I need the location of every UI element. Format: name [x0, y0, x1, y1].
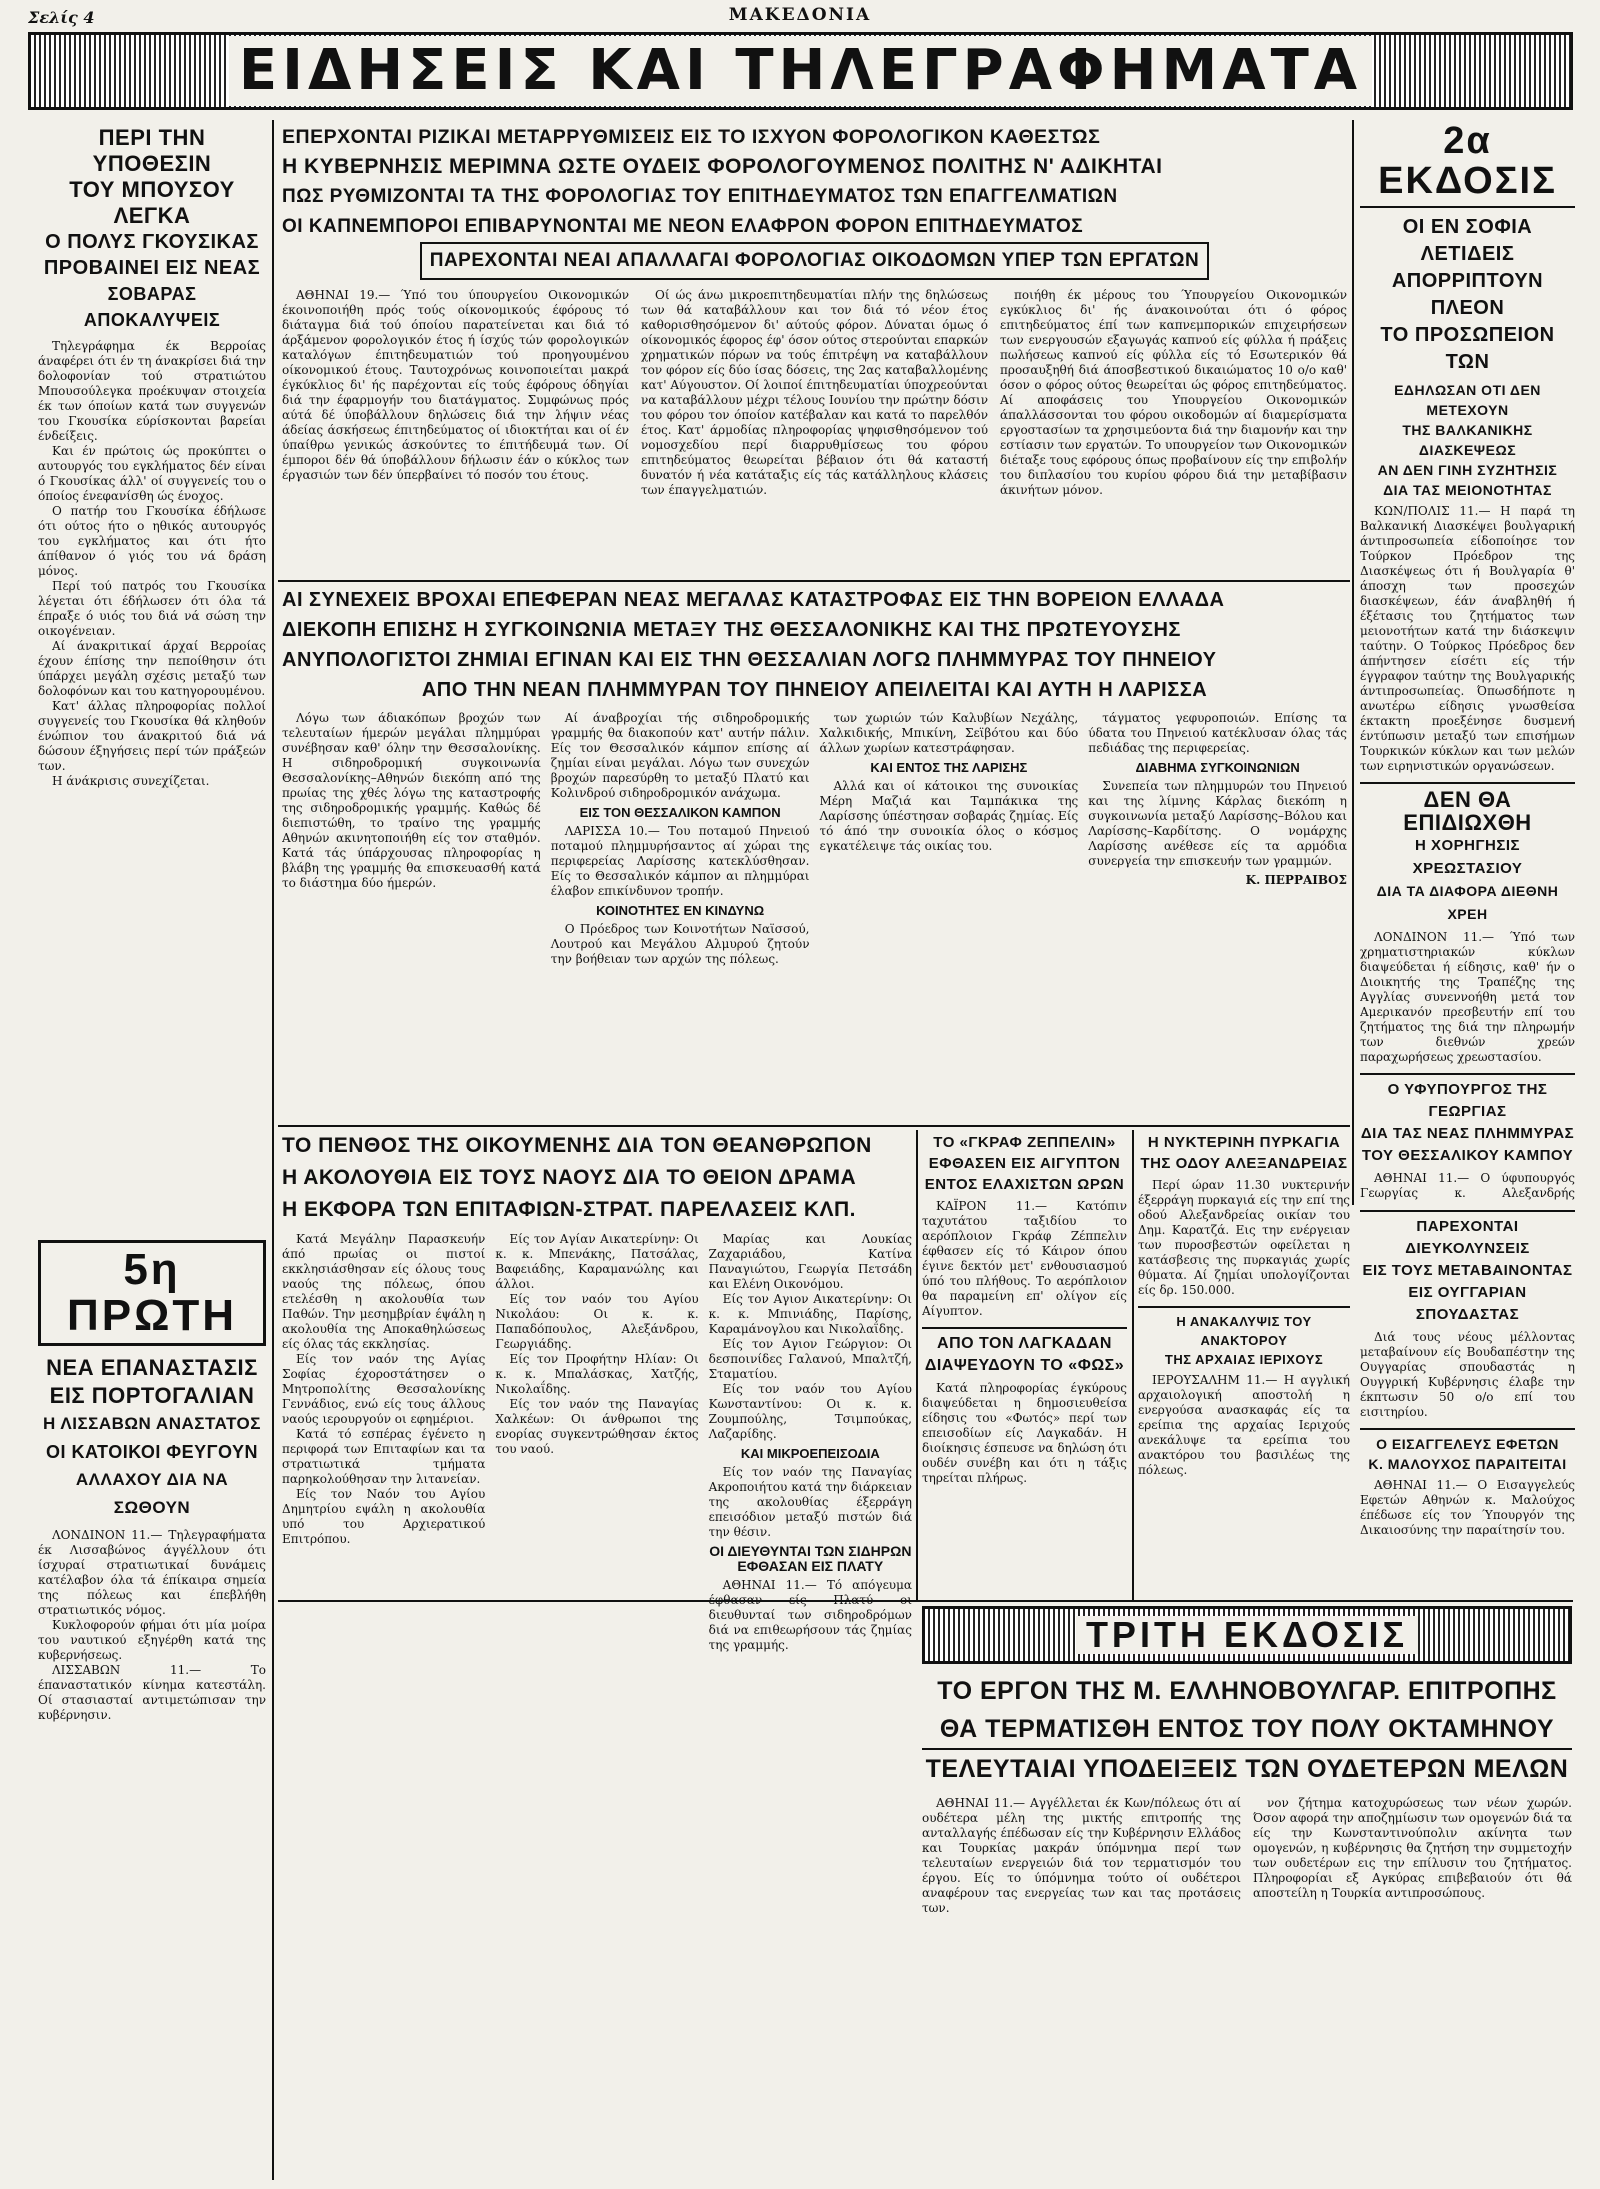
left-second-edition [38, 1240, 266, 2180]
paragraph: Η άνάκρισις συνεχίζεται. [52, 774, 210, 788]
paragraph: ΑΘΗΝΑΙ 11.— Ο ύφυπουργός Γεωργίας κ. Αλεξανδρής [1360, 1170, 1575, 1200]
portugal-headline [38, 1354, 266, 1522]
paragraph: Είς τον ναόν του Αγίου Κωνσταντίνου: Οι κ. κ. Ζουμπούλης, Τσιμπούκας, Λαζαρίδης. [708, 1382, 912, 1441]
headline-line [282, 242, 1347, 280]
headline-line: ΤΟ ΠΡΟΣΩΠΕΙΟΝ ΤΩΝ [1380, 323, 1555, 373]
text-column [820, 711, 1079, 967]
fire-headline [1138, 1132, 1350, 1174]
third-headlines [922, 1672, 1572, 1788]
column-rule [1132, 1130, 1134, 1600]
right-column [1360, 122, 1575, 1202]
zeppelin-column [922, 1132, 1127, 1597]
right-column-lower [1360, 1210, 1575, 1595]
headline-line: ΔΙΑ ΤΑ ΔΙΑΦΟΡΑ ΔΙΕΘΝΗ ΧΡΕΗ [1376, 882, 1559, 922]
tax-headlines [282, 122, 1347, 280]
headline-line: ΣΟΒΑΡΑΣ ΑΠΟΚΑΛΥΨΕΙΣ [83, 284, 221, 330]
edition-label: 5η ΠΡΩΤΗ [38, 1240, 266, 1346]
headline-line: ΑΝ ΔΕΝ ΓΙΝΗ ΣΥΖΗΤΗΣΙΣ [1377, 461, 1558, 478]
headline-line: ΤΟ «ΓΚΡΑΦ ΖΕΠΠΕΛΙΝ» [933, 1134, 1116, 1151]
agri-headline [1360, 1073, 1575, 1167]
portugal-text [38, 1528, 266, 1723]
headline-line: ΑΠΟ ΤΗΝ ΝΕΑΝ ΠΛΗΜΜΥΡΑΝ ΤΟΥ ΠΗΝΕΙΟΥ ΑΠΕΙΛΕΙΤΑΙ ΚΑΙ ΑΥΤΗ Η ΛΑΡΙΣΣΑ [421, 679, 1208, 701]
third-edition-banner [922, 1606, 1572, 1664]
headline-line: ΕΙΣ ΠΟΡΤΟΓΑΛΙΑΝ [49, 1383, 255, 1409]
subheading: ΔΙΑΒΗΜΑ ΣΥΓΚΟΙΝΩΝΙΩΝ [1135, 760, 1300, 775]
headline-line: ΔΙΕΚΟΠΗ ΕΠΙΣΗΣ Η ΣΥΓΚΟΙΝΩΝΙΑ ΜΕΤΑΞΥ ΤΗΣ ΘΕΣΣΑΛΟΝΙΚΗΣ ΚΑΙ ΤΗΣ ΠΡΩΤΕΥΟΥΣΗΣ [282, 619, 1181, 641]
headline-line: ΟΙ ΚΑΤΟΙΚΟΙ ΦΕΥΓΟΥΝ [46, 1442, 258, 1463]
fire-column [1138, 1132, 1350, 1597]
headline-line: Ο ΠΟΛΥΣ ΓΚΟΥΣΙΚΑΣ [45, 231, 259, 253]
headline-line: ΟΙ ΕΝ ΣΟΦΙΑ ΛΕΤΙΔΕΙΣ [1402, 215, 1533, 265]
paragraph: Είς τον ναόν της Αγίας Σοφίας έχοροστάτησεν ο Μητροπολίτης Θεσσαλονίκης Γεννάδιος, ενώ είς τους άλλους ναούς ιερουργούν οι εφημέριοι. [282, 1352, 486, 1426]
headline-line: Κ. ΜΑΛΟΥΧΟΣ ΠΑΡΑΙΤΕΙΤΑΙ [1368, 1456, 1567, 1472]
text-column [282, 288, 629, 498]
paragraph: ΑΘΗΝΑΙ 11.— Αγγέλλεται έκ Κων/πόλεως ότι αί ουδέτερα μέλη της μικτής επιτροπής της ανταλλαγής έπέδωσαν είς την Κυβέρνησιν Ελλάδος και Τουρκίας μακράν ύπόμνημα περί των τελευταίων ενεργειών διά τον τερματισμόν του έργου. Είς το ύπόμνημα τούτο οί ουδέτεροι αναφέρουν τας ενεργείας των και τας προτάσεις των. [922, 1796, 1241, 1915]
paragraph: ΛΟΝΔΙΝΟΝ 11.— Τηλεγραφήματα έκ Λισσαβώνος άγγέλλουν ότι ίσχυραί στρατιωτικαί δυνάμεις κατέλαβον όλα τά έπίκαιρα σημεία της πόλεως και έπεβλήθη στρατιωτικός νόμος. [38, 1528, 266, 1618]
paragraph: ΛΙΣΣΑΒΩΝ 11.— Το έπαναστατικόν κίνημα κατεστάλη. Οί στασιασταί αντιμετώπισαν την κυβέρνησιν. [38, 1663, 266, 1723]
text-column [1253, 1796, 1572, 1916]
paragraph: Είς τον Αγιον Γεώργιον: Οι δεσποινίδες Γαλανού, Μπαλτζή, Σταματίου. [708, 1337, 912, 1381]
headline-line: ΠΡΟΒΑΙΝΕΙ ΕΙΣ ΝΕΑΣ [43, 257, 261, 279]
paragraph: νον ζήτημα κατοχυρώσεως των νέων χωρών. Όσον αφορά την αποζημίωσιν των ομογενών διά τα είς την Κωνσταντινούπολιν ακίνητα των ομογενών, η κυβέρνησις θα ζητήση την συμμετοχήν των ουδετέρων εις την επίλυσιν του ζητήματος. Πληροφορίαι εξ Αγκύρας επιβεβαιούν ότι θά αποστείλη η Τουρκία αντιπροσώπους. [1253, 1796, 1572, 1900]
boxed-headline: ΠΑΡΕΧΟΝΤΑΙ ΝΕΑΙ ΑΠΑΛΛΑΓΑΙ ΦΟΡΟΛΟΓΙΑΣ ΟΙΚΟΔΟΜΩΝ ΥΠΕΡ ΤΩΝ ΕΡΓΑΤΩΝ [420, 242, 1210, 280]
flood-headlines [282, 585, 1347, 705]
paragraph: ΑΘΗΝΑΙ 19.— Ύπό του ύπουργείου Οικονομικών έκοινοποιήθη πρός τούς οίκονομικούς έφόρους τό διάταγμα διά τού όποίου παρατείνεται και διά τό άρξάμενον φορολογικόν έτος ή ίσχύς τών φορολογικών καταλόγων έπιτηδευματιών τού προηγουμένου οίκονομικού έτους. Ταυτοχρόνως κοινοποιείται μακρά έγκύκλιος δι' ής παρέχονται είς τούς έφόρους όδηγίαι διά την έφαρμογήν του διατάγματος. Συμφώνως πρός αύτά δέ ύποβάλλουν δηλώσεις διά την λήψιν νέας άδείας άσκήσεως έπιτηδεύματος οί ιδιοκτήται και οί έν ύπαίθρω γενικώς άσκούντες το έπιτήδευμά των. Οί έμποροι δέν θά ύποβάλλουν δήλωσιν έάν ο κύκλος των έργασιών των δέν ύπερβαίνει τό ποσόν του έτους. [282, 288, 629, 482]
subheading: ΚΟΙΝΟΤΗΤΕΣ ΕΝ ΚΙΝΔΥΝΩ [596, 903, 765, 918]
headline-line: ΠΑΡΕΧΟΝΤΑΙ ΔΙΕΥΚΟΛΥΝΣΕΙΣ [1405, 1218, 1530, 1257]
left-headline [38, 125, 266, 333]
paragraph: Αλλά και οί κάτοικοι της συνοικίας Μέρη Μαζιά και Ταμπάκικα της Λαρίσσης ύπέστησαν σοβαράς ζημίας. Είς τό άπό την συνοικία όλος ο κόσμος εγκατέλειψε τάς οικίας του. [819, 779, 1079, 853]
debts-text [1360, 930, 1575, 1065]
paragraph: Είς τον Προφήτην Ηλίαν: Οι κ. κ. Μπαλάσκας, Χατζής, Νικολαΐδης. [495, 1352, 699, 1396]
paragraph: Ο Πρόεδρος των Κοινοτήτων Ναϊσσού, Λουτρού και Μεγάλου Αλμυρού ζητούν την βοήθειαν των αρχών της πόλεως. [550, 922, 810, 966]
text-column [282, 1232, 485, 1653]
subheading: ΚΑΙ ΕΝΤΟΣ ΤΗΣ ΛΑΡΙΣΗΣ [870, 760, 1028, 775]
students-headline [1360, 1210, 1575, 1326]
paragraph: Κατά Μεγάλην Παρασκευήν άπό πρωίας οι πιστοί εκκλησιάσθησαν είς όλους τους ναούς της πόλεως, όπου ετελέσθη η ακολουθία των Παθών. Την μεσημβρίαν έψάλη η ακολουθία της Αποκαθηλώσεως είς όλας τάς εκκλησίας. [282, 1232, 486, 1351]
column-rule [916, 1130, 918, 1600]
headline-line: Η ΛΙΣΣΑΒΩΝ ΑΝΑΣΤΑΤΟΣ [43, 1414, 261, 1434]
headline-line: ΟΙ ΚΑΠΝΕΜΠΟΡΟΙ ΕΠΙΒΑΡΥΝΟΝΤΑΙ ΜΕ ΝΕΟΝ ΕΛΑΦΡΟΝ ΦΟΡΟΝ ΕΠΙΤΗΔΕΥΜΑΤΟΣ [282, 216, 1084, 237]
headline-line: Η ΧΟΡΗΓΗΣΙΣ ΧΡΕΩΣΤΑΣΙΟΥ [1412, 836, 1523, 877]
text-column [551, 711, 810, 967]
paragraph: Περί ώραν 11.30 νυκτερινήν έξερράγη πυρκαγιά είς την επί της οδού Αλεξανδρείας οικίαν του Δημ. Καρατζά. Εις την ενέργειαν των πυροσβεστών οφείλεται η κατάσβεσις της πυρκαγιάς χωρίς θύματα. Αί ζημίαι υπολογίζονται είς δρ. 150.000. [1138, 1178, 1350, 1297]
text-column [641, 288, 988, 498]
paragraph: Είς τον ναόν του Αγίου Νικολάου: Οι κ. κ. Παπαδόπουλος, Αλεξάνδρου, Γεωργιάδης. [495, 1292, 699, 1351]
paragraph: ΛΟΝΔΙΝΟΝ 11.— Ύπό των χρηματιστηριακών κύκλων διαψεύδεται ή είδησις, καθ' ήν ο Διοικητής της Τραπέζης της Αγγλίας συνεννοήθη μετά τον Αμερικανόν πρεσβευτήν επί του ζητήματος της διά την πληρωμήν των διεθνών χρεών παραχωρήσεως χρεωστασίου. [1360, 929, 1575, 1064]
headline-line: ΤΟ ΠΕΝΘΟΣ ΤΗΣ ΟΙΚΟΥΜΕΝΗΣ ΔΙΑ ΤΟΝ ΘΕΑΝΘΡΩΠΟΝ [282, 1134, 872, 1157]
headline-line: ΕΝΤΟΣ ΕΛΑΧΙΣΤΩΝ ΩΡΩΝ [924, 1176, 1125, 1193]
headline-line: ΔΙΑΨΕΥΔΟΥΝ ΤΟ «ΦΩΣ» [924, 1357, 1125, 1374]
headline-line: ΝΕΑ ΕΠΑΝΑΣΤΑΣΙΣ [46, 1355, 258, 1381]
third-edition [922, 1606, 1572, 2184]
zeppelin-headline [922, 1132, 1127, 1195]
text-column [922, 1796, 1241, 1916]
text-column [495, 1232, 698, 1653]
headline-line: ΤΟ ΕΡΓΟΝ ΤΗΣ Μ. ΕΛΛΗΝΟΒΟΥΛΓΑΡ. ΕΠΙΤΡΟΠΗΣ [937, 1677, 1557, 1705]
zeppelin-text [922, 1199, 1127, 1319]
paragraph: ΑΘΗΝΑΙ 11.— Τό απόγευμα έφθασαν είς Πλατύ οι διευθυνταί των σιδηροδρόμων διά να επιθεωρήσουν τάς ζημίας της γραμμής. [708, 1578, 912, 1652]
flood-text-columns [282, 711, 1347, 967]
section-rule [278, 1125, 1350, 1127]
jericho-headline [1138, 1306, 1350, 1369]
headline-line: ΑΠΟ ΤΟΝ ΛΑΓΚΑΔΑΝ [937, 1335, 1112, 1352]
agri-text [1360, 1171, 1575, 1202]
lagadas-text [922, 1381, 1127, 1486]
sofia-text [1360, 504, 1575, 774]
text-column [1088, 711, 1347, 967]
paragraph: Είς τον Αγίαν Αικατερίνην: Οι κ. κ. Μπενάκης, Πατσάλας, Βαφειάδης, Καραμανώλης και άλλοι. [495, 1232, 699, 1291]
paper-name: ΜΑΚΕΔΟΝΙΑ [728, 5, 872, 25]
headline-line: ΕΔΗΛΩΣΑΝ ΟΤΙ ΔΕΝ ΜΕΤΕΧΟΥΝ [1394, 381, 1541, 418]
epitafios-headlines [282, 1130, 912, 1226]
section-rule [278, 580, 1350, 582]
headline-line: ΤΗΣ ΒΑΛΚΑΝΙΚΗΣ ΔΙΑΣΚΕΨΕΩΣ [1402, 421, 1533, 458]
headline-line: ΕΙΣ ΟΥΓΓΑΡΙΑΝ ΣΠΟΥΔΑΣΤΑΣ [1408, 1284, 1527, 1323]
headline-line: Η ΚΥΒΕΡΝΗΣΙΣ ΜΕΡΙΜΝΑ ΩΣΤΕ ΟΥΔΕΙΣ ΦΟΡΟΛΟΓΟΥΜΕΝΟΣ ΠΟΛΙΤΗΣ Ν' ΑΔΙΚΗΤΑΙ [282, 155, 1163, 178]
fire-text [1138, 1178, 1350, 1298]
paragraph: Μαρίας και Λουκίας Ζαχαριάδου, Κατίνα Παναγιώτου, Γεωργία Πετσάδη και Ελένη Οικονόμου. [708, 1232, 912, 1291]
paragraph: Είς τον ναόν της Παναγίας Χαλκέων: Οι άνθρωποι της ενορίας συγκεντρώθησαν έκτος του ναού. [495, 1397, 699, 1456]
text-column [709, 1232, 912, 1653]
debts-headline [1360, 782, 1575, 926]
headline-line: Ο ΥΦΥΠΟΥΡΓΟΣ ΤΗΣ ΓΕΩΡΓΙΑΣ [1387, 1080, 1548, 1120]
paragraph: Διά τους νέους μέλλοντας μεταβαίνουν είς Βουδαπέστην της Ουγγαρίας σπουδαστάς η Ουγγρική Κυβέρνησις έλαβε την έκπτωσιν 50 ο/ο επί του εισιτηρίου. [1360, 1330, 1575, 1419]
headline-line: Ο ΕΙΣΑΓΓΕΛΕΥΣ ΕΦΕΤΩΝ [1376, 1436, 1559, 1452]
edition-label: 2α ΕΚΔΟΣΙΣ [1360, 122, 1575, 208]
headline-line: ΑΠΟΡΡΙΠΤΟΥΝ ΠΛΕΟΝ [1391, 269, 1544, 319]
headline-line: ΤΟΥ ΘΕΣΣΑΛΙΚΟΥ ΚΑΜΠΟΥ [1361, 1146, 1574, 1164]
lagadas-headline [922, 1327, 1127, 1377]
left-article-text [38, 339, 266, 789]
paragraph: Οί ώς άνω μικροεπιτηδευματίαι πλήν της δηλώσεως των θά καταβάλλουν και τον διά τό νέον έτος καθορισθησόμενον δι' αύτούς φόρον. Δύναται όμως ό οίκονομικός έφορος έφ' όσον ούτος στερούνται επαρκών χρηματικών πόρων να τούς έπιτρέψη να καταβάλλουν τον φόρον είς δύο ίσας δόσεις, της 2ας καταβαλλομένης κατ' Αύγουστον. Οί λοιποί έπιτηδευματίαι ύποχρεούνται να καταβάλλουν μέχρι τέλους Ιουνίου την πρώτην δόσιν του φόρου τον όποίον κατέβαλαν και κατά το παρελθόν έτος. Κατ' άρμοδίας πληροφορίας ψηφισθησόμενον τού νομοσχεδίου περί διαρρυθμίσεως του φόρου επιτηδεύματος θεωρείται βέβαιον ότι θά καταστή δυνατόν ή νέα κατάταξις είς τάς κατάλληλους κλάσεις των έπαγγελματιών. [641, 288, 989, 497]
headline-line: ΔΕΝ ΘΑ ΕΠΙΔΙΩΧΘΗ [1403, 786, 1532, 835]
headline-line: ΑΙ ΣΥΝΕΧΕΙΣ ΒΡΟΧΑΙ ΕΠΕΦΕΡΑΝ ΝΕΑΣ ΜΕΓΑΛΑΣ ΚΑΤΑΣΤΡΟΦΑΣ ΕΙΣ ΤΗΝ ΒΟΡΕΙΟΝ ΕΛΛΑΔΑ [282, 589, 1225, 611]
headline-line: Η ΑΚΟΛΟΥΘΙΑ ΕΙΣ ΤΟΥΣ ΝΑΟΥΣ ΔΙΑ ΤΟ ΘΕΙΟΝ ΔΡΑΜΑ [282, 1166, 857, 1189]
paragraph: Τηλεγράφημα έκ Βερροίας άναφέρει ότι έν τη άνακρίσει διά την δολοφονίαν τού στρατιώτου Μπουσούλεγκα προέκυψαν στοιχεία έκ των όποίων κατά των συγγενών του Γκουσίκα εύρίσκονται βαρείαι ένδείξεις. [38, 339, 266, 443]
paragraph: Κατά τό εσπέρας έγένετο η περιφορά των Επιταφίων και τα στρατιωτικά τμήματα παρηκολούθησαν την λιτανείαν. [282, 1427, 486, 1486]
headline-line: Η ΝΥΚΤΕΡΙΝΗ ΠΥΡΚΑΓΙΑ [1147, 1134, 1341, 1151]
students-text [1360, 1330, 1575, 1420]
paragraph: ΛΑΡΙΣΣΑ 10.— Του ποταμού Πηνειού ποταμού πλημμυρήσαντος αί χώραι της περιφερείας Λαρίσσης κατεκλύσθησαν. Είς το Θεσσαλικόν κάμπον αι πλημμύραι έλαβον επικίνδυνον τροπήν. [550, 824, 810, 898]
headline-line: ΕΙΣ ΤΟΥΣ ΜΕΤΑΒΑΙΝΟΝΤΑΣ [1362, 1262, 1573, 1279]
paragraph: Είς τον Ναόν του Αγίου Δημητρίου εψάλη η ακολουθία υπό του Αρχιερατικού Επιτρόπου. [282, 1487, 486, 1546]
paragraph: Αί άνακριτικαί άρχαί Βερροίας έχουν έπίσης την πεποίθησιν ότι ύπάρχει μεγάλη σχέσις μεταξύ των δολοφόνων και του κατηγορουμένου. [38, 639, 266, 698]
prosecutor-headline [1360, 1428, 1575, 1474]
headline-line: ΑΝΥΠΟΛΟΓΙΣΤΟΙ ΖΗΜΙΑΙ ΕΓΙΝΑΝ ΚΑΙ ΕΙΣ ΤΗΝ ΘΕΣΣΑΛΙΑΝ ΛΟΓΩ ΠΛΗΜΜΥΡΑΣ ΤΟΥ ΠΗΝΕΙΟΥ [282, 649, 1217, 671]
headline-line: ΕΦΘΑΣΕΝ ΕΙΣ ΑΙΓΥΠΤΟΝ [928, 1155, 1121, 1172]
headline-line: ΤΕΛΕΥΤΑΙΑΙ ΥΠΟΔΕΙΞΕΙΣ ΤΩΝ ΟΥΔΕΤΕΡΩΝ ΜΕΛΩΝ [922, 1748, 1572, 1788]
paragraph: Είς τον Αγιον Αικατερίνην: Οι κ. κ. Μπινιάδης, Παρίσης, Καραμάνογλου και Νικολαΐδης. [708, 1292, 912, 1336]
flood-article [282, 585, 1347, 1122]
subheading: ΕΙΣ ΤΟΝ ΘΕΣΣΑΛΙΚΟΝ ΚΑΜΠΟΝ [579, 805, 781, 820]
paragraph: ΙΕΡΟΥΣΑΛΗΜ 11.— Η αγγλική αρχαιολογική αποστολή η ενεργούσα ανασκαφάς είς τα ερείπια της αρχαίας Ιεριχούς ανεκάλυψε τα ερείπια του ανακτόρου του βασιλέως της πόλεως. [1138, 1373, 1350, 1477]
headline-line: ΔΙΑ ΤΑΣ ΜΕΙΟΝΟΤΗΤΑΣ [1383, 481, 1552, 498]
paragraph: Κατά πληροφορίας έγκύρους διαψεύδεται η δημοσιευθείσα είδησις του «Φωτός» περί των επεισοδίων είς Λαγκαδάν. Η διοίκησις έσπευσε να δηλώση ότι ουδέν συνέβη και ότι η τάξις τηρείται πλήρως. [922, 1381, 1127, 1485]
paragraph: Και έν πρώτοις ώς προκύπτει ο αυτουργός του εγκλήματος δέν είναι ό Γκουσίκας άλλ' οί συγγενείς του ο όποίος ένεφανίσθη ώς ένοχος. [38, 444, 266, 503]
jericho-text [1138, 1373, 1350, 1478]
paragraph: των χωριών τών Καλυβίων Νεχάλης, Χαλκιδικής, Μπικίνη, Σεϊβότου και δύο άλλων χωρίων κατεστράφησαν. [819, 711, 1079, 755]
headline-line: Η ΑΝΑΚΑΛΥΨΙΣ ΤΟΥ ΑΝΑΚΤΟΡΟΥ [1176, 1314, 1312, 1348]
subheading: ΟΙ ΔΙΕΥΘΥΝΤΑΙ ΤΩΝ ΣΙΔΗΡΩΝ ΕΦΘΑΣΑΝ ΕΙΣ ΠΛΑΤΥ [709, 1543, 912, 1574]
headline-line: Η ΕΚΦΟΡΑ ΤΩΝ ΕΠΙΤΑΦΙΩΝ-ΣΤΡΑΤ. ΠΑΡΕΛΑΣΕΙΣ ΚΛΠ. [282, 1198, 857, 1221]
headline-line: ΘΑ ΤΕΡΜΑΤΙΣΘΗ ΕΝΤΟΣ ΤΟΥ ΠΟΛΥ ΟΚΤΑΜΗΝΟΥ [939, 1715, 1555, 1743]
paragraph: Λόγω των άδιακόπων βροχών των τελευταίων ήμερών μεγάλαι πλημμύραι συνέβησαν καθ' όλην την Θεσσαλονίκης. Η σιδηροδρομική συγκοινωνία Θεσσαλονίκης–Αθηνών διεκόπη από της πρωίας της χθές λόγω της καταστροφής της σιδηροδρομικής γραμμής. Καθώς δέ διεπιστώθη, το τραίνο της γραμμής Αθηνών ακινητοποιήθη είς τον σταθμόν. Κατά τάς ύπάρχουσας πληροφορίας η βλάβη της γραμμής θα επισκευασθή κατά το διάστημα δύο ήμερών. [282, 711, 541, 890]
tax-article [282, 122, 1347, 577]
sofia-subhead [1360, 380, 1575, 500]
page-label: Σελίς 4 [28, 8, 95, 27]
paragraph: τάγματος γεφυροποιών. Επίσης τα ύδατα του Πηνειού κατέκλυσαν όλας τάς πεδιάδας της περιφερείας. [1088, 711, 1347, 755]
paragraph: ΚΑΪΡΟΝ 11.— Κατόπιν ταχυτάτου ταξιδίου το αερόπλοιον Γκράφ Ζέππελιν έφθασεν είς τό Κάιρον όπου έγινε δεκτόν μετ' ενθουσιασμού ύπό του πλήθους. Το αερόπλοιον θα παραμείνη επ' ολίγον είς Αίγυπτον. [922, 1199, 1127, 1318]
paragraph: ποιήθη έκ μέρους του Ύπουργείου Οικονομικών εγκύκλιος δι' ής άνακοινούται ότι ό φόρος επιτηδεύματος έπί των καπνεμπορικών επιχειρήσεων των ενεργουσών εξαγωγάς καπνού είς φύλλα ή πράξεις πωλήσεως καπνού είς φύλλα είς τό Εσωτερικόν θά προσαυξηθή διά άποσβεστικού δικαιώματος 10 ο/ο καθ' όσον ο φόρος ούτος θεωρείται ώς φόρος επιτηδεύματος. Αί αποφάσεις του Υπουργείου Οικονομικών άπαλλάσσονται του φόρου οικοδομών αί διαμερίσματα εργοστασίων τα χρησιμεύοντα διά την διαμονήν και την εστίασιν των εργατών. Το υπουργείον των Οικονομικών διέταξε τους εφόρους όπως προβαίνουν είς την επιβολήν του διπλασίου του κυρίου φόρου διά την μεταβίβασιν άκινήτων μόνον. [1000, 288, 1347, 497]
headline-line: ΕΠΕΡΧΟΝΤΑΙ ΡΙΖΙΚΑΙ ΜΕΤΑΡΡΥΘΜΙΣΕΙΣ ΕΙΣ ΤΟ ΙΣΧΥΟΝ ΦΟΡΟΛΟΓΙΚΟΝ ΚΑΘΕΣΤΩΣ [282, 126, 1101, 148]
paragraph: ΑΘΗΝΑΙ 11.— Ο Εισαγγελεύς Εφετών Αθηνών κ. Μαλούχος έπέδωσε είς τον Ύπουργόν της Δικαιοσύνης την παραίτησίν του. [1360, 1478, 1575, 1537]
headline-line: ΤΗΣ ΑΡΧΑΙΑΣ ΙΕΡΙΧΟΥΣ [1164, 1352, 1324, 1367]
headline-line: ΤΗΣ ΟΔΟΥ ΑΛΕΞΑΝΔΡΕΙΑΣ [1140, 1155, 1348, 1172]
headline-line: ΔΙΑ ΤΑΣ ΝΕΑΣ ΠΛΗΜΜΥΡΑΣ [1360, 1124, 1575, 1142]
prosecutor-text [1360, 1478, 1575, 1538]
epitafios-article [282, 1130, 912, 2180]
section-banner [28, 32, 1573, 110]
column-rule [272, 120, 274, 2180]
signature: Κ. ΠΕΡΡΑΙΒΟΣ [1245, 873, 1347, 887]
text-column [282, 711, 541, 967]
paragraph: Αί άναβροχίαι τής σιδηροδρομικής γραμμής θα διακοπούν κατ' αυτήν πάλιν. Είς τον Θεσσαλικόν κάμπον επίσης αί ζημίαι είναι μεγάλαι. Λόγω των συνεχών βροχών παρεσύρθη το μεταξύ Πλατύ και Κολινδρού σιδηροδρομικόν ανάχωμα. [550, 711, 810, 800]
paragraph: Ο πατήρ του Γκουσίκα έδήλωσε ότι ούτος ήτο ο ηθικός αυτουργός του εγκλήματος και ότι ήτο άπίθανον ό γιός του νά δράση μόνος. [38, 504, 266, 578]
text-column [1000, 288, 1347, 498]
sofia-headline [1360, 214, 1575, 376]
section-title: ΕΙΔΗΣΕΙΣ ΚΑΙ ΤΗΛΕΓΡΑΦΗΜΑΤΑ [229, 36, 1372, 106]
paragraph: ΚΩΝ/ΠΟΛΙΣ 11.— Η παρά τη Βαλκανική Διασκέψει βουλγαρική άντιπροσωπεία είδοποίησε τον Τούρκον Πρόεδρον της Διασκέψεως ότι ή Βουλγαρία θ' άποσχη των προσεχών διασκέψεων, έάν άναβληθή ή έξέτασις του ζητήματος των μειονοτήτων κατά την διάσκεψιν ταύτην. Ο Τούρκος Πρόεδρος δεν άπήντησεν είσέτι είς τήν έγγραφον ταύτην της Βουλγαρικής άντιπροσωπείας. Όπωσδήποτε η ανωτέρω είδησις γνωσθείσα έκτακτη προεξένησε δυσμενή έντύπωσιν μεταξύ των επισήμων Τουρκικών κύκλων και των μελών των ειρηνιστικών οργανώσεων. [1360, 503, 1575, 773]
paragraph: Κατ' άλλας πληροφορίας πολλοί συγγενείς του Γκουσίκα θά κληθούν ένώπιον του άνακριτού διά νά δώσουν έξηγήσεις περί τών πράξεών των. [38, 699, 266, 773]
subheading: ΚΑΙ ΜΙΚΡΟΕΠΕΙΣΟΔΙΑ [740, 1446, 880, 1461]
paragraph: Συνεπεία των πλημμυρών του Πηνειού και της λίμνης Κάρλας διεκόπη η συγκοινωνία μεταξύ Λαρίσσης–Βόλου και Λαρίσσης–Καρδίτσης. Ο νομάρχης Λαρίσσης ανέθεσε είς τα αρμόδια συνεργεία την επισκευήν των γραμμών. [1088, 779, 1347, 868]
paragraph: Είς τον ναόν της Παναγίας Ακροποιήτου κατά την διάρκειαν της ακολουθίας έξερράγη επεισόδιον μεταξύ πιστών διά την θέσιν. [708, 1465, 912, 1539]
third-text-columns [922, 1796, 1572, 1916]
headline-line: ΤΟΥ ΜΠΟΥΣΟΥ ΛΕΓΚΑ [69, 177, 235, 228]
paragraph: Κυκλοφορούν φήμαι ότι μία μοίρα του ναυτικού εξηγέρθη κατά της κυβερνήσεως. [38, 1618, 266, 1663]
headline-line: ΑΛΛΑΧΟΥ ΔΙΑ ΝΑ ΣΩΘΟΥΝ [75, 1470, 229, 1518]
edition-label: ΤΡΙΤΗ ΕΚΔΟΣΙΣ [1076, 1616, 1418, 1654]
headline-line: ΠΩΣ ΡΥΘΜΙΖΟΝΤΑΙ ΤΑ ΤΗΣ ΦΟΡΟΛΟΓΙΑΣ ΤΟΥ ΕΠΙΤΗΔΕΥΜΑΤΟΣ ΤΩΝ ΕΠΑΓΓΕΛΜΑΤΙΩΝ [282, 186, 1118, 207]
tax-text-columns [282, 288, 1347, 498]
paragraph: Περί τού πατρός του Γκουσίκα λέγεται ότι έδήλωσεν ότι όλα τά έπραξε ό υιός του διά νά σώση την οικογένειαν. [38, 579, 266, 638]
column-rule [1352, 120, 1354, 1205]
headline-line: ΠΕΡΙ ΤΗΝ ΥΠΟΘΕΣΙΝ [92, 125, 212, 176]
epitafios-columns [282, 1232, 912, 1653]
